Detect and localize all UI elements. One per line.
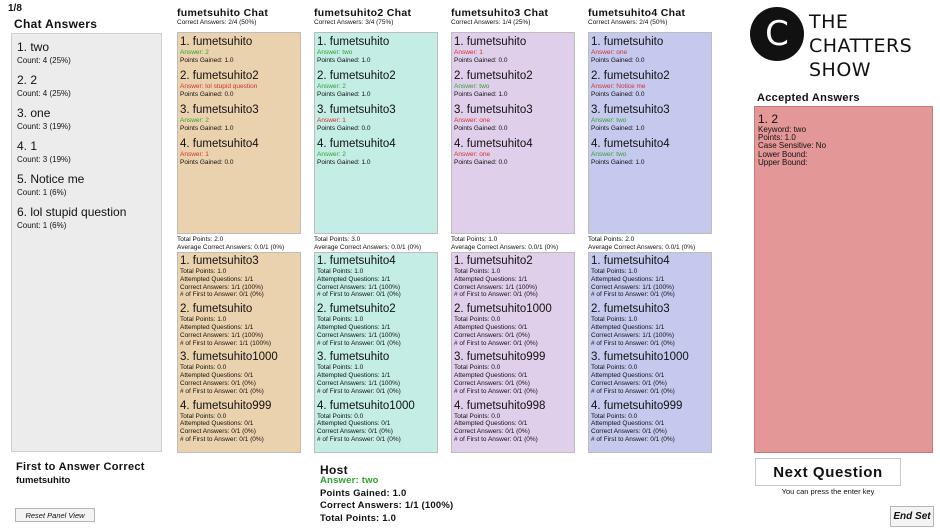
- points-gained: Points Gained: 1.0: [591, 125, 645, 132]
- show-logo-icon: [750, 7, 804, 61]
- stat-correct: Correct Answers: 1/1 (100%): [180, 283, 264, 291]
- chat-answer-count: Count: 4 (25%): [17, 56, 71, 65]
- points-gained: Points Gained: 0.0: [454, 125, 508, 132]
- chat-answer-label: 6. lol stupid question: [17, 205, 127, 219]
- page-counter: 1/8: [8, 3, 22, 14]
- show-logo-text: [809, 10, 935, 82]
- chat-answer-count: Count: 1 (6%): [17, 221, 67, 230]
- chat-summary-3: [451, 236, 558, 252]
- player-answer: Answer: 1: [317, 117, 346, 124]
- points-gained: Points Gained: 0.0: [180, 159, 234, 166]
- stat-total-points: Total Points: 0.0: [317, 412, 364, 420]
- player-answer: Answer: two: [317, 49, 353, 56]
- stat-first-answer: # of First to Answer: 0/1 (0%): [454, 435, 538, 443]
- player-name: 1. fumetsuhito: [180, 36, 253, 48]
- stat-first-answer: # of First to Answer: 0/1 (0%): [591, 291, 675, 299]
- player-stats: [591, 303, 711, 347]
- stat-total-points: Total Points: 1.0: [180, 316, 227, 324]
- accepted-answers-title: Accepted Answers: [757, 92, 860, 104]
- stat-attempted: Attempted Questions: 1/1: [591, 323, 665, 331]
- player-stats: [180, 255, 300, 299]
- player-stats: [317, 400, 437, 444]
- stat-first-answer: # of First to Answer: 0/1 (0%): [180, 435, 264, 443]
- stat-total-points: Total Points: 1.0: [454, 268, 501, 275]
- player-name: 1. fumetsuhito3: [180, 255, 259, 267]
- stat-correct: Correct Answers: 0/1 (0%): [591, 428, 667, 436]
- player-name: 1. fumetsuhito: [591, 36, 664, 48]
- chat-column-title: fumetsuhito Chat: [177, 7, 269, 19]
- player-name: 2. fumetsuhito: [180, 303, 253, 316]
- chat-summary-4: [588, 236, 695, 252]
- player-answer: Answer: Notice me: [591, 83, 646, 90]
- reset-panel-view-button[interactable]: Reset Panel View: [15, 508, 95, 522]
- accepted-upper-bound: Upper Bound:: [758, 157, 808, 167]
- chat-answer-entry: [317, 103, 437, 133]
- host-details: [320, 475, 453, 525]
- player-name: 1. fumetsuhito4: [591, 255, 670, 267]
- stat-first-answer: # of First to Answer: 0/1 (0%): [591, 387, 675, 395]
- points-gained: Points Gained: 1.0: [317, 91, 371, 98]
- player-answer: Answer: lol stupid question: [180, 83, 258, 90]
- total-points: Total Points: 3.0: [314, 236, 361, 243]
- stat-total-points: Total Points: 0.0: [454, 364, 501, 372]
- stat-total-points: Total Points: 0.0: [591, 364, 638, 372]
- stat-first-answer: # of First to Answer: 0/1 (0%): [454, 387, 538, 395]
- player-name: 4. fumetsuhito4: [317, 138, 396, 150]
- accepted-points: Points: 1.0: [758, 133, 796, 143]
- total-points: Total Points: 1.0: [451, 236, 498, 243]
- stat-attempted: Attempted Questions: 1/1: [317, 372, 391, 380]
- player-answer: Answer: two: [591, 151, 627, 158]
- chat-answer-label: 5. Notice me: [17, 172, 85, 186]
- first-to-answer-title: First to Answer Correct: [16, 461, 145, 473]
- host-points-gained: Points Gained: 1.0: [320, 487, 407, 499]
- stat-first-answer: # of First to Answer: 0/1 (0%): [317, 339, 401, 347]
- player-name: 1. fumetsuhito: [454, 36, 527, 48]
- chat-column-correct: Correct Answers: 3/4 (75%): [314, 19, 394, 26]
- stat-first-answer: # of First to Answer: 0/1 (0%): [591, 339, 675, 347]
- accepted-lower-bound: Lower Bound:: [758, 149, 808, 159]
- stat-correct: Correct Answers: 1/1 (100%): [317, 331, 401, 339]
- chat-answer-entry: [180, 103, 300, 133]
- player-stats: [180, 400, 300, 444]
- accepted-case-sensitive: Case Sensitive: No: [758, 141, 827, 151]
- chat-answer-entry: [317, 69, 437, 99]
- chat-summary-2: [314, 236, 421, 252]
- logo-line-2: CHATTERS SHOW: [809, 35, 913, 81]
- player-answer: Answer: 2: [180, 117, 209, 124]
- stat-attempted: Attempted Questions: 0/1: [454, 420, 528, 428]
- stat-first-answer: # of First to Answer: 0/1 (0%): [180, 387, 264, 395]
- chat-column-1: [177, 7, 268, 26]
- stat-correct: Correct Answers: 0/1 (0%): [180, 379, 256, 387]
- player-answer: Answer: 2: [317, 83, 346, 90]
- chat-answer-entry: [454, 137, 574, 167]
- stat-first-answer: # of First to Answer: 0/1 (0%): [317, 387, 401, 395]
- chat-answer-item: [17, 204, 161, 231]
- chat-column-title: fumetsuhito3 Chat: [451, 7, 549, 19]
- player-name: 3. fumetsuhito1000: [591, 351, 689, 364]
- stat-correct: Correct Answers: 0/1 (0%): [317, 428, 393, 436]
- player-stats: [454, 255, 574, 299]
- player-answer: Answer: 2: [180, 49, 209, 56]
- chat-answer-count: Count: 3 (19%): [17, 155, 71, 164]
- chat-column-2: [314, 7, 411, 26]
- stat-first-answer: # of First to Answer: 0/1 (0%): [454, 339, 538, 347]
- enter-key-hint: You can press the enter key: [781, 487, 875, 496]
- chat-stats-box-1: [177, 252, 301, 453]
- player-answer: Answer: one: [454, 151, 491, 158]
- player-name: 3. fumetsuhito999: [454, 351, 546, 364]
- chat-answer-entry: [454, 103, 574, 133]
- player-stats: [180, 351, 300, 395]
- player-name: 2. fumetsuhito1000: [454, 303, 552, 316]
- chat-answer-entry: [591, 103, 711, 133]
- chat-answers-box-4: [588, 32, 712, 234]
- stat-correct: Correct Answers: 0/1 (0%): [454, 331, 530, 339]
- stat-first-answer: # of First to Answer: 0/1 (0%): [317, 291, 401, 299]
- player-name: 1. fumetsuhito2: [454, 255, 533, 267]
- chat-column-4: [588, 7, 685, 26]
- player-name: 3. fumetsuhito3: [317, 104, 396, 116]
- stat-attempted: Attempted Questions: 1/1: [454, 275, 528, 283]
- chat-answer-item: [17, 138, 161, 165]
- player-name: 4. fumetsuhito999: [591, 399, 683, 412]
- stat-total-points: Total Points: 0.0: [454, 412, 501, 420]
- player-name: 3. fumetsuhito3: [180, 104, 259, 116]
- stat-attempted: Attempted Questions: 1/1: [180, 323, 254, 331]
- player-name: 1. fumetsuhito4: [317, 255, 396, 267]
- stat-first-answer: # of First to Answer: 0/1 (0%): [591, 435, 675, 443]
- player-name: 4. fumetsuhito4: [454, 138, 533, 150]
- chat-summary-1: [177, 236, 284, 252]
- chat-answer-count: Count: 4 (25%): [17, 89, 71, 98]
- end-set-button[interactable]: End Set: [890, 506, 934, 527]
- player-answer: Answer: one: [454, 117, 491, 124]
- player-stats: [454, 400, 574, 444]
- host-title: Host: [320, 463, 348, 477]
- points-gained: Points Gained: 1.0: [317, 57, 371, 64]
- stat-correct: Correct Answers: 0/1 (0%): [180, 428, 256, 436]
- stat-correct: Correct Answers: 1/1 (100%): [591, 283, 675, 291]
- chat-answers-box-1: [177, 32, 301, 234]
- player-name: 4. fumetsuhito998: [454, 399, 546, 412]
- chat-column-title: fumetsuhito2 Chat: [314, 7, 412, 19]
- chat-answer-entry: [591, 69, 711, 99]
- player-name: 3. fumetsuhito: [317, 351, 390, 364]
- stat-total-points: Total Points: 0.0: [180, 412, 227, 420]
- average-correct: Average Correct Answers: 0.0/1 (0%): [177, 244, 285, 251]
- chat-column-title: fumetsuhito4 Chat: [588, 7, 686, 19]
- average-correct: Average Correct Answers: 0.0/1 (0%): [314, 244, 422, 251]
- player-answer: Answer: two: [454, 83, 490, 90]
- accepted-answer-number: 1. 2: [758, 112, 779, 126]
- player-name: 3. fumetsuhito3: [591, 104, 670, 116]
- stat-correct: Correct Answers: 1/1 (100%): [180, 331, 264, 339]
- stat-total-points: Total Points: 1.0: [317, 316, 364, 324]
- stat-attempted: Attempted Questions: 1/1: [591, 275, 665, 283]
- stat-total-points: Total Points: 1.0: [317, 364, 364, 372]
- chat-column-3: [451, 7, 548, 26]
- stat-total-points: Total Points: 0.0: [591, 412, 638, 420]
- chat-answer-label: 3. one: [17, 106, 51, 120]
- stat-attempted: Attempted Questions: 1/1: [317, 275, 391, 283]
- chat-stats-box-4: [588, 252, 712, 453]
- chat-answer-label: 4. 1: [17, 139, 38, 153]
- stat-total-points: Total Points: 1.0: [317, 268, 364, 275]
- chat-column-correct: Correct Answers: 2/4 (50%): [588, 19, 668, 26]
- points-gained: Points Gained: 0.0: [454, 57, 508, 64]
- stat-correct: Correct Answers: 0/1 (0%): [454, 428, 530, 436]
- chat-answer-count: Count: 1 (6%): [17, 188, 67, 197]
- player-stats: [317, 351, 437, 395]
- points-gained: Points Gained: 0.0: [180, 91, 234, 98]
- stat-attempted: Attempted Questions: 0/1: [454, 372, 528, 380]
- chat-answer-item: [17, 105, 161, 132]
- player-stats: [591, 351, 711, 395]
- player-name: 4. fumetsuhito1000: [317, 399, 415, 412]
- chat-answer-item: [17, 39, 161, 66]
- chat-column-correct: Correct Answers: 1/4 (25%): [451, 19, 531, 26]
- player-stats: [454, 303, 574, 347]
- player-name: 4. fumetsuhito999: [180, 399, 272, 412]
- points-gained: Points Gained: 1.0: [591, 159, 645, 166]
- logo-line-1: THE: [809, 11, 849, 33]
- chat-stats-box-2: [314, 252, 438, 453]
- player-name: 2. fumetsuhito2: [591, 70, 670, 82]
- player-name: 2. fumetsuhito2: [317, 70, 396, 82]
- player-stats: [591, 400, 711, 444]
- player-answer: Answer: 1: [180, 151, 209, 158]
- stat-total-points: Total Points: 1.0: [591, 268, 638, 275]
- stat-total-points: Total Points: 1.0: [591, 316, 638, 324]
- player-name: 2. fumetsuhito2: [317, 303, 396, 316]
- chat-answers-panel: [11, 33, 162, 452]
- chat-answer-entry: [317, 137, 437, 167]
- chat-answers-box-3: [451, 32, 575, 234]
- player-name: 4. fumetsuhito4: [180, 138, 259, 150]
- player-stats: [317, 255, 437, 299]
- stat-attempted: Attempted Questions: 0/1: [591, 372, 665, 380]
- stat-first-answer: # of First to Answer: 1/1 (100%): [180, 339, 272, 347]
- chat-answer-entry: [454, 69, 574, 99]
- accepted-answers-panel: [754, 106, 933, 453]
- stat-attempted: Attempted Questions: 0/1: [317, 420, 391, 428]
- player-stats: [591, 255, 711, 299]
- chat-answer-item: [17, 72, 161, 99]
- chat-answer-entry: [180, 35, 300, 65]
- player-name: 1. fumetsuhito: [317, 36, 390, 48]
- chat-answer-label: 2. 2: [17, 73, 38, 87]
- player-name: 4. fumetsuhito4: [591, 138, 670, 150]
- stat-total-points: Total Points: 1.0: [180, 268, 227, 275]
- player-answer: Answer: 1: [454, 49, 483, 56]
- stat-correct: Correct Answers: 1/1 (100%): [591, 331, 675, 339]
- chat-answer-entry: [180, 69, 300, 99]
- player-name: 3. fumetsuhito1000: [180, 351, 278, 364]
- player-stats: [180, 303, 300, 347]
- chat-column-correct: Correct Answers: 2/4 (50%): [177, 19, 257, 26]
- points-gained: Points Gained: 1.0: [454, 91, 508, 98]
- chat-answer-entry: [591, 137, 711, 167]
- stat-attempted: Attempted Questions: 0/1: [591, 420, 665, 428]
- player-stats: [454, 351, 574, 395]
- player-name: 3. fumetsuhito3: [454, 104, 533, 116]
- chat-answer-entry: [317, 35, 437, 65]
- chat-answer-entry: [454, 35, 574, 65]
- stat-total-points: Total Points: 0.0: [454, 316, 501, 324]
- player-answer: Answer: 2: [317, 151, 346, 158]
- points-gained: Points Gained: 1.0: [317, 159, 371, 166]
- chat-answer-item: [17, 171, 161, 198]
- player-name: 2. fumetsuhito3: [591, 303, 670, 316]
- next-question-button[interactable]: Next Question: [755, 458, 901, 486]
- first-to-answer-name: fumetsuhito: [16, 475, 71, 486]
- average-correct: Average Correct Answers: 0.0/1 (0%): [451, 244, 559, 251]
- average-correct: Average Correct Answers: 0.0/1 (0%): [588, 244, 696, 251]
- total-points: Total Points: 2.0: [177, 236, 224, 243]
- points-gained: Points Gained: 1.0: [180, 57, 234, 64]
- stat-attempted: Attempted Questions: 1/1: [317, 323, 391, 331]
- stat-correct: Correct Answers: 1/1 (100%): [317, 283, 401, 291]
- stat-attempted: Attempted Questions: 0/1: [454, 323, 528, 331]
- stat-first-answer: # of First to Answer: 0/1 (0%): [317, 435, 401, 443]
- stat-attempted: Attempted Questions: 0/1: [180, 420, 254, 428]
- accepted-keyword: Keyword: two: [758, 125, 807, 134]
- stat-attempted: Attempted Questions: 1/1: [180, 275, 254, 283]
- total-points: Total Points: 2.0: [588, 236, 635, 243]
- stat-correct: Correct Answers: 0/1 (0%): [591, 379, 667, 387]
- chat-answer-count: Count: 3 (19%): [17, 122, 71, 131]
- stat-first-answer: # of First to Answer: 0/1 (0%): [454, 291, 538, 299]
- stat-correct: Correct Answers: 1/1 (100%): [454, 283, 538, 291]
- stat-attempted: Attempted Questions: 0/1: [180, 372, 254, 380]
- chat-answer-entry: [180, 137, 300, 167]
- chat-answer-label: 1. two: [17, 40, 50, 54]
- points-gained: Points Gained: 0.0: [317, 125, 371, 132]
- player-stats: [317, 303, 437, 347]
- points-gained: Points Gained: 0.0: [591, 91, 645, 98]
- host-answer: Answer: two: [320, 475, 379, 486]
- player-name: 2. fumetsuhito2: [180, 70, 259, 82]
- player-answer: Answer: one: [591, 49, 628, 56]
- player-name: 2. fumetsuhito2: [454, 70, 533, 82]
- chat-answers-title: Chat Answers: [14, 17, 98, 31]
- stat-first-answer: # of First to Answer: 0/1 (0%): [180, 291, 264, 299]
- points-gained: Points Gained: 0.0: [454, 159, 508, 166]
- chat-stats-box-3: [451, 252, 575, 453]
- stat-correct: Correct Answers: 0/1 (0%): [454, 379, 530, 387]
- host-correct-answers: Correct Answers: 1/1 (100%): [320, 500, 454, 511]
- stat-correct: Correct Answers: 1/1 (100%): [317, 379, 401, 387]
- logo-letter: C: [765, 14, 789, 54]
- chat-answers-box-2: [314, 32, 438, 234]
- points-gained: Points Gained: 0.0: [591, 57, 645, 64]
- chat-answer-entry: [591, 35, 711, 65]
- points-gained: Points Gained: 1.0: [180, 125, 234, 132]
- host-total-points: Total Points: 1.0: [320, 512, 397, 524]
- stat-total-points: Total Points: 0.0: [180, 364, 227, 372]
- player-answer: Answer: two: [591, 117, 627, 124]
